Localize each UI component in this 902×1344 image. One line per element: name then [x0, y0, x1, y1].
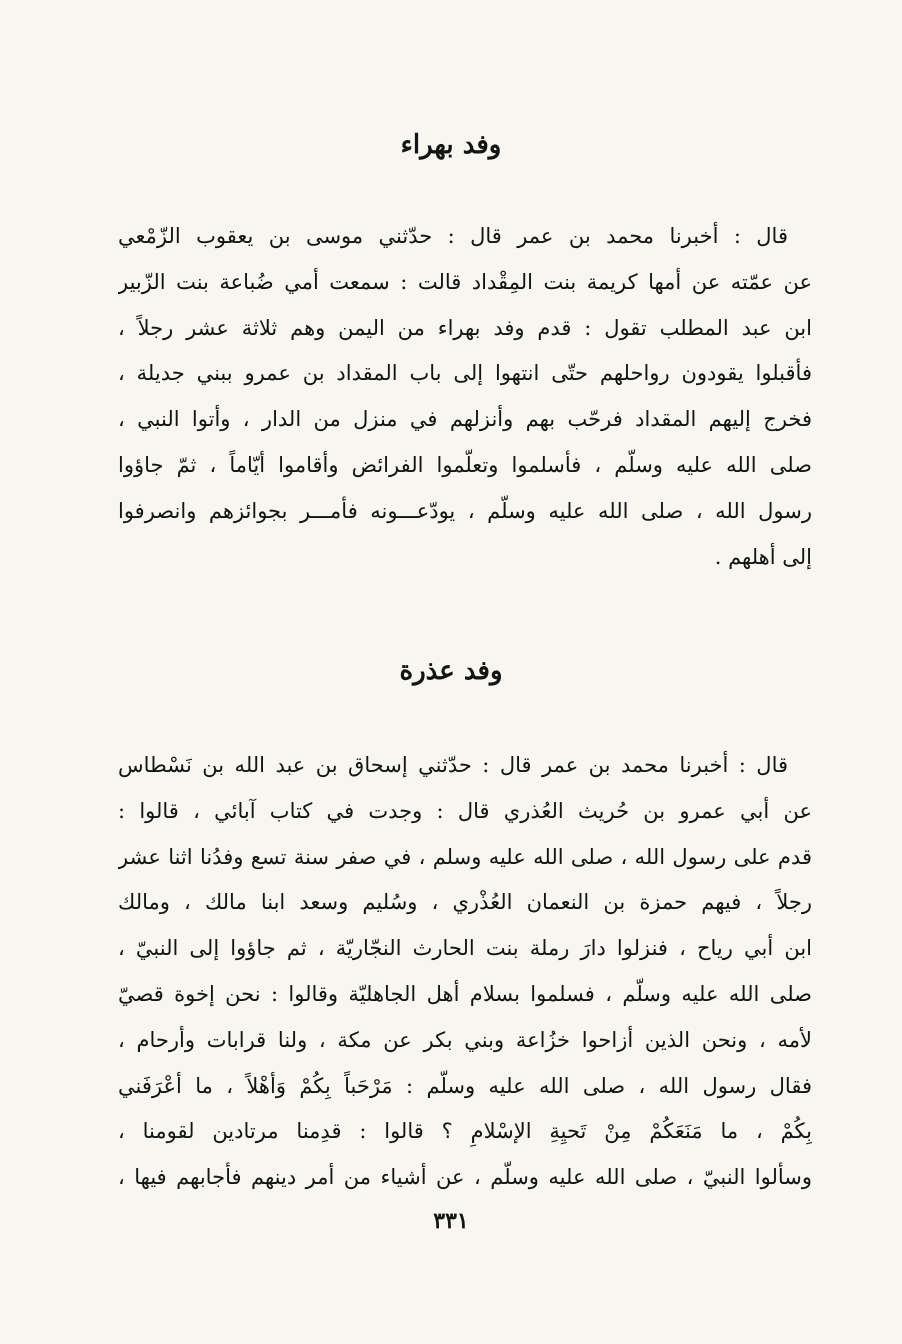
text-line: رسول الله ، صلى الله عليه وسلّم ، يودّعـــونه فأمـــر بجوائزهم وانصرفوا — [118, 498, 812, 523]
text-line: ابن أبي رياح ، فنزلوا دارَ رملة بنت الحارث النجّاريّة ، ثم جاؤوا إلى النبيّ ، — [118, 936, 812, 961]
text-line: وسألوا النبيّ ، صلى الله عليه وسلّم ، عن أشياء من أمر دينهم فأجابهم فيها ، — [118, 1165, 812, 1190]
text-line: فخرج إليهم المقداد فرحّب بهم وأنزلهم في منزل من الدار ، وأتوا النبي ، — [118, 407, 812, 432]
text-line: لأمه ، ونحن الذين أزاحوا خزُاعة وبني بكر عن مكة ، ولنا قرابات وأرحام ، — [118, 1027, 812, 1052]
text-line: صلى الله عليه وسلّم ، فسلموا بسلام أهل الجاهليّة وقالوا : نحن إخوة قصيّ — [118, 981, 812, 1006]
section-title-bahra: وفد بهراء — [400, 130, 502, 160]
text-line: فأقبلوا يقودون رواحلهم حتّى انتهوا إلى باب المقداد بن عمرو ببني جديلة ، — [118, 361, 812, 386]
text-line: قدم على رسول الله ، صلى الله عليه وسلم ، في صفر سنة تسع وفدُنا اثنا عشر — [118, 844, 812, 869]
text-line: ابن عبد المطلب تقول : قدم وفد بهراء من اليمن وهم ثلاثة عشر رجلاً ، — [118, 315, 812, 340]
text-line: عن أبي عمرو بن حُريث العُذري قال : وجدت في كتاب آبائي ، قالوا : — [118, 798, 812, 823]
text-line: بِكُمْ ، ما مَنَعَكُمْ مِنْ تَحيِةِ الإسْلامِ ؟ قالوا : قدِمنا مرتادين لقومنا ، — [118, 1119, 812, 1144]
page-number: ٣٣١ — [433, 1208, 469, 1234]
text-line: صلى الله عليه وسلّم ، فأسلموا وتعلّموا الفرائض وأقاموا أيّاماً ، ثمّ جاؤوا — [118, 452, 812, 477]
text-line: عن عمّته عن أمها كريمة بنت المِقْداد قالت : سمعت أمي ضُباعة بنت الزّبير — [118, 269, 812, 294]
text-line: إلى أهلهم . — [714, 544, 812, 569]
section-title-udhra: وفد عذرة — [399, 656, 503, 686]
section-body-udhra — [118, 743, 812, 1201]
text-line: رجلاً ، فيهم حمزة بن النعمان العُذْري ، وسُليم وسعد ابنا مالك ، ومالك — [118, 890, 812, 915]
section-body-bahra — [118, 214, 812, 580]
text-line: قال : أخبرنا محمد بن عمر قال : حدّثني إسحاق بن عبد الله بن نَسْطاس — [118, 753, 788, 777]
text-line: قال : أخبرنا محمد بن عمر قال : حدّثني موسى بن يعقوب الزّمْعي — [118, 224, 788, 248]
text-line: فقال رسول الله ، صلى الله عليه وسلّم : مَرْحَباً بِكُمْ وَأهْلاً ، ما أعْرَفَني — [118, 1073, 812, 1098]
